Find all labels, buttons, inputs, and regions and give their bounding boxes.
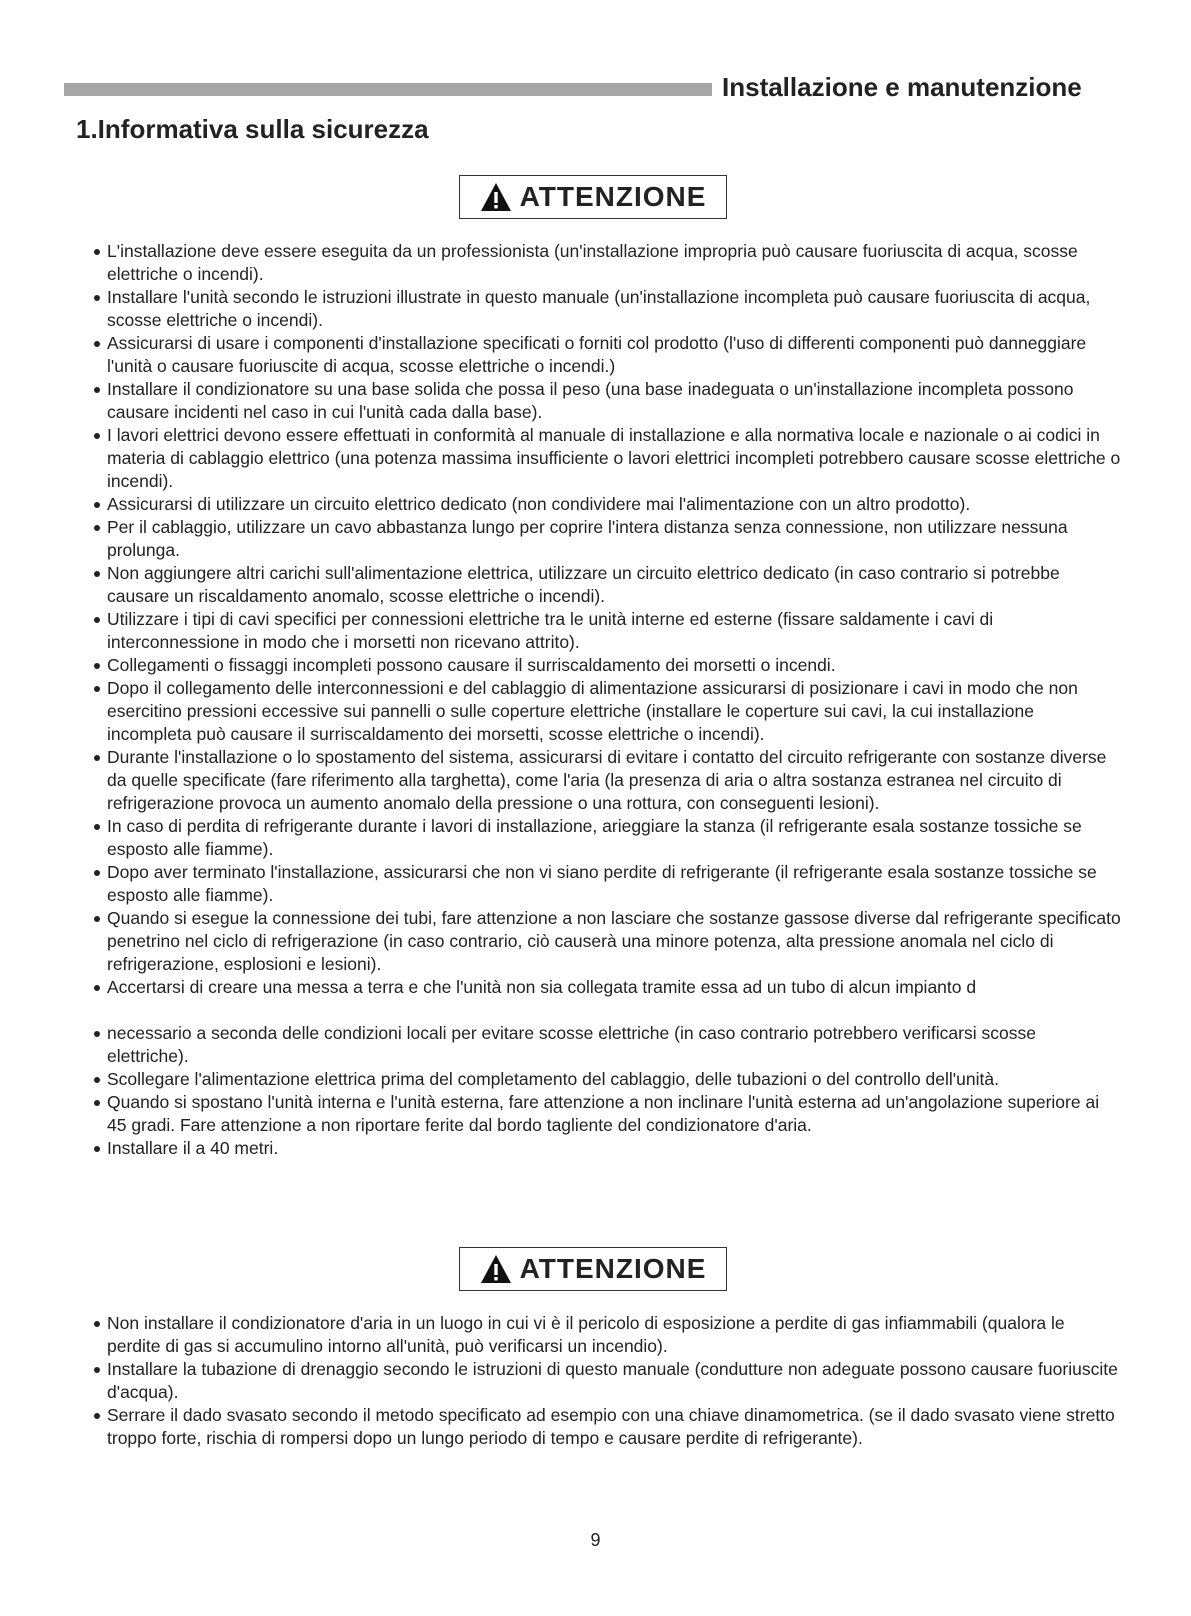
list-item: Collegamenti o fissaggi incompleti possono causare il surriscaldamento dei morsetti o incendi.	[92, 654, 1122, 677]
warning-triangle-icon	[480, 1253, 512, 1285]
warning-list-2	[92, 1312, 1122, 1450]
list-item: Durante l'installazione o lo spostamento del sistema, assicurarsi di evitare i contatto del circuito refrigerante con sostanze diverse da quelle specificate (fare riferimento alla targhetta), come l'aria (la presenza di aria o altra sostanza estranea nel circuito di refrigerazione provoca un aumento anomalo della pressione o una rottura, con conseguenti lesioni).	[92, 746, 1122, 815]
list-item: Installare il a 40 metri.	[92, 1137, 1122, 1160]
list-item: Utilizzare i tipi di cavi specifici per connessioni elettriche tra le unità interne ed esterne (fissare saldamente i cavi di interconnessione in modo che i morsetti non ricevano attrito).	[92, 608, 1122, 654]
list-item: Non installare il condizionatore d'aria in un luogo in cui vi è il pericolo di esposizione a perdite di gas infiammabili (qualora le perdite di gas si accumulino intorno all'unità, può verificarsi un incendio).	[92, 1312, 1122, 1358]
header-title: Installazione e manutenzione	[722, 72, 1082, 102]
page-number: 9	[590, 1530, 601, 1550]
header-rule	[64, 83, 712, 96]
list-item: Scollegare l'alimentazione elettrica prima del completamento del cablaggio, delle tubazioni o del controllo dell'unità.	[92, 1068, 1122, 1091]
warning-box-2	[459, 1247, 727, 1291]
list-item: Quando si spostano l'unità interna e l'unità esterna, fare attenzione a non inclinare l'unità esterna ad un'angolazione superiore ai 45 gradi. Fare attenzione a non riportare ferite dal bordo tagliente del condizionatore d'aria.	[92, 1091, 1122, 1137]
list-item: Dopo aver terminato l'installazione, assicurarsi che non vi siano perdite di refrigerante (il refrigerante esala sostanze tossiche se esposto alle fiamme).	[92, 861, 1122, 907]
warning-box-1	[459, 175, 727, 219]
list-item: necessario a seconda delle condizioni locali per evitare scosse elettriche (in caso contrario potrebbero verificarsi scosse elettriche).	[92, 1022, 1122, 1068]
warning-label: ATTENZIONE	[519, 181, 707, 212]
list-item: Assicurarsi di utilizzare un circuito elettrico dedicato (non condividere mai l'alimentazione con un altro prodotto).	[92, 493, 1122, 516]
list-item: I lavori elettrici devono essere effettuati in conformità al manuale di installazione e alla normativa locale e nazionale o ai codici in materia di cablaggio elettrico (una potenza massima insufficiente o lavori elettrici incompleti potrebbero causare scosse elettriche o incendi).	[92, 424, 1122, 493]
list-item: Serrare il dado svasato secondo il metodo specificato ad esempio con una chiave dinamometrica. (se il dado svasato viene stretto troppo forte, rischia di rompersi dopo un lungo periodo di tempo e causare perdite di refrigerante).	[92, 1404, 1122, 1450]
list-item: Non aggiungere altri carichi sull'alimentazione elettrica, utilizzare un circuito elettrico dedicato (in caso contrario si potrebbe causare un riscaldamento anomalo, scosse elettriche o incendi).	[92, 562, 1122, 608]
list-item: Installare l'unità secondo le istruzioni illustrate in questo manuale (un'installazione incompleta può causare fuoriuscita di acqua, scosse elettriche o incendi).	[92, 286, 1122, 332]
list-item: Per il cablaggio, utilizzare un cavo abbastanza lungo per coprire l'intera distanza senza connessione, non utilizzare nessuna prolunga.	[92, 516, 1122, 562]
warning-label: ATTENZIONE	[519, 1253, 707, 1284]
warning-list-1	[92, 240, 1122, 1160]
section-title: 1.Informativa sulla sicurezza	[76, 114, 429, 144]
list-item: Accertarsi di creare una messa a terra e che l'unità non sia collegata tramite essa ad un tubo di alcun impianto d	[92, 976, 1122, 999]
warning-triangle-icon	[480, 181, 512, 213]
list-item: Dopo il collegamento delle interconnessioni e del cablaggio di alimentazione assicurarsi di posizionare i cavi in modo che non esercitino pressioni eccessive sui pannelli o sulle coperture elettriche (installare le coperture sui cavi, la cui installazione incompleta può causare il surriscaldamento dei morsetti, scosse elettriche o incendi).	[92, 677, 1122, 746]
list-item: Installare il condizionatore su una base solida che possa il peso (una base inadeguata o un'installazione incompleta possono causare incidenti nel caso in cui l'unità cada dalla base).	[92, 378, 1122, 424]
list-item: In caso di perdita di refrigerante durante i lavori di installazione, arieggiare la stanza (il refrigerante esala sostanze tossiche se esposto alle fiamme).	[92, 815, 1122, 861]
list-item: Assicurarsi di usare i componenti d'installazione specificati o forniti col prodotto (l'uso di differenti componenti può danneggiare l'unità o causare fuoriuscite di acqua, scosse elettriche o incendi.)	[92, 332, 1122, 378]
list-item: L'installazione deve essere eseguita da un professionista (un'installazione impropria può causare fuoriuscita di acqua, scosse elettriche o incendi).	[92, 240, 1122, 286]
list-item: Quando si esegue la connessione dei tubi, fare attenzione a non lasciare che sostanze gassose diverse dal refrigerante specificato penetrino nel ciclo di refrigerazione (in caso contrario, ciò causerà una minore potenza, alta pressione anomala nel ciclo di refrigerazione, esplosioni e lesioni).	[92, 907, 1122, 976]
list-item: Installare la tubazione di drenaggio secondo le istruzioni di questo manuale (condutture non adeguate possono causare fuoriuscite d'acqua).	[92, 1358, 1122, 1404]
